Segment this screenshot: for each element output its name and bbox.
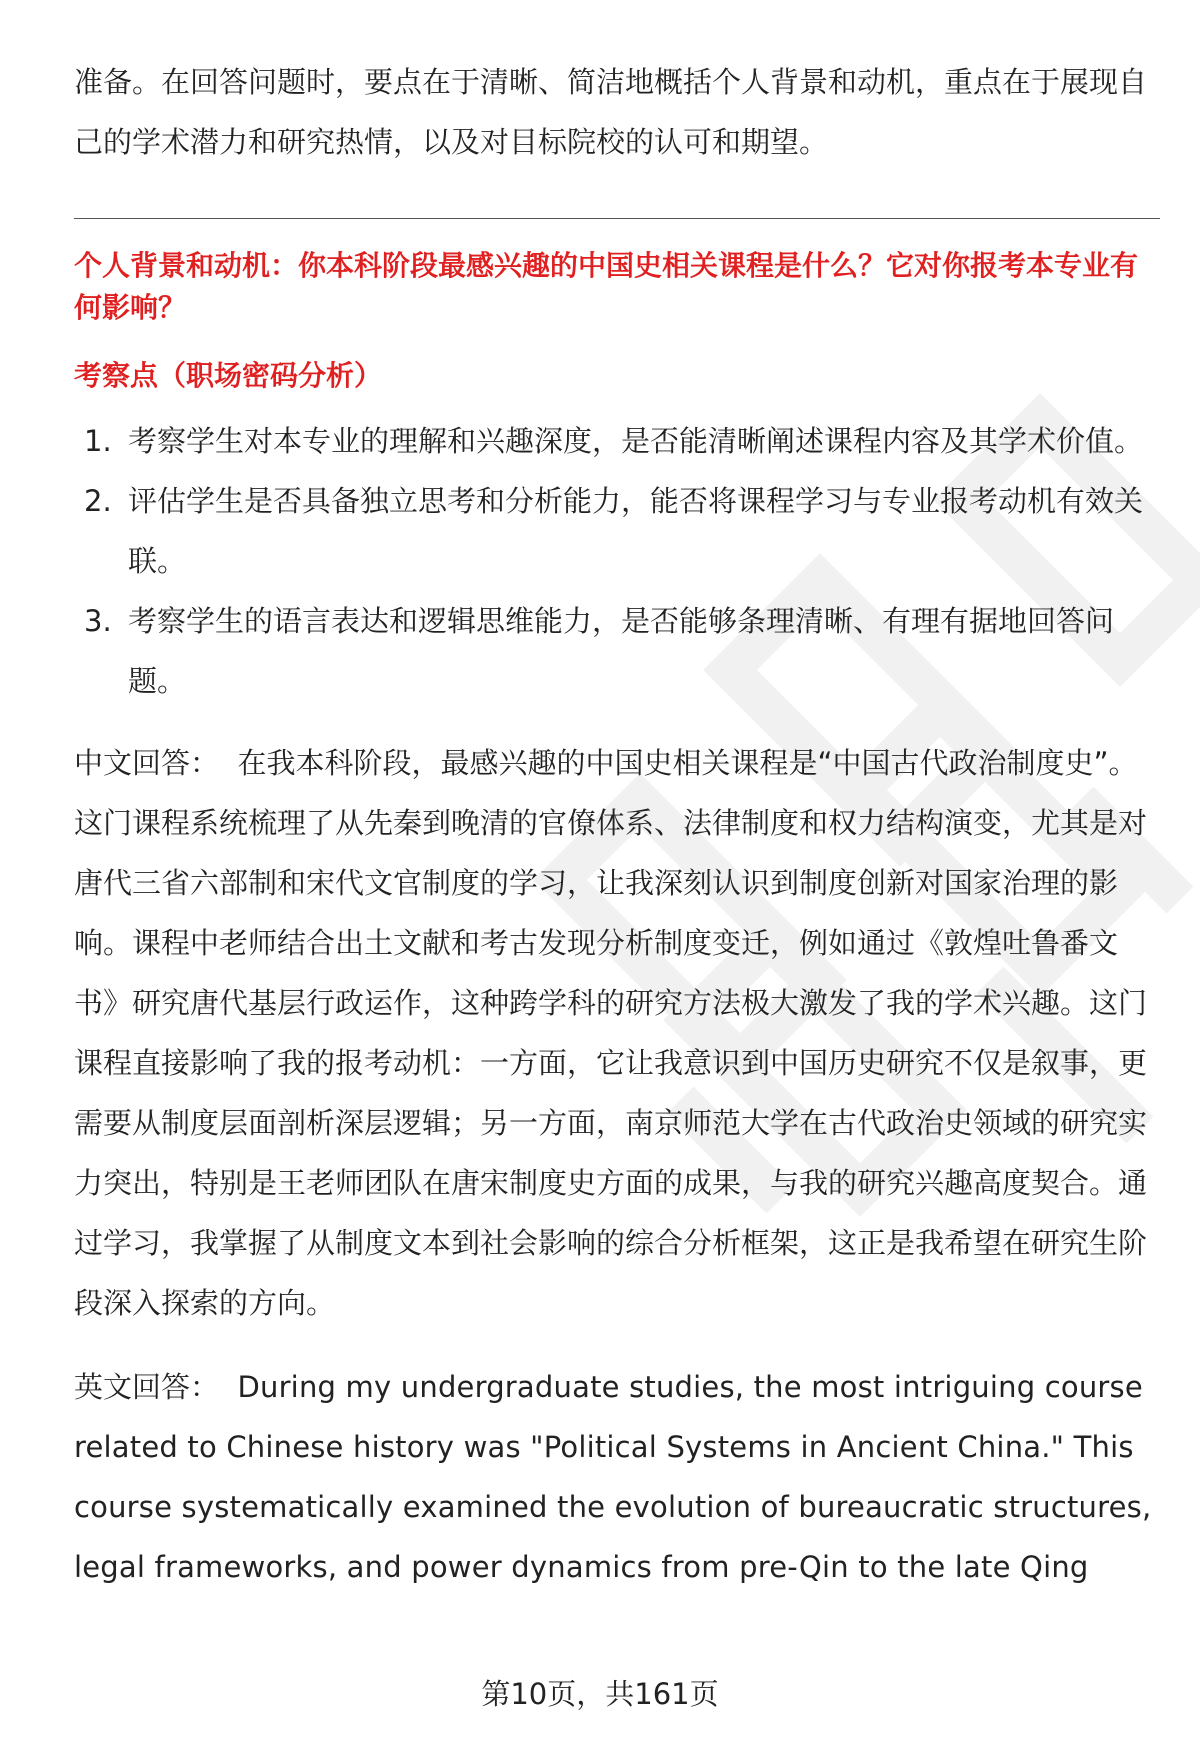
document-content	[74, 52, 1160, 1597]
list-item-text: 考察学生的语言表达和逻辑思维能力，是否能够条理清晰、有理有据地回答问题。	[128, 604, 1115, 698]
list-item-text: 考察学生对本专业的理解和兴趣深度，是否能清晰阐述课程内容及其学术价值。	[128, 424, 1144, 458]
chinese-answer-label: 中文回答：	[74, 746, 220, 780]
question-title: 个人背景和动机：你本科阶段最感兴趣的中国史相关课程是什么？它对你报考本专业有何影响？	[74, 249, 1139, 324]
chinese-answer	[74, 733, 1160, 1333]
chinese-answer-text: 在我本科阶段，最感兴趣的中国史相关课程是“中国古代政治制度史”。这门课程系统梳理了从先秦到晚清的官僚体系、法律制度和权力结构演变，尤其是对唐代三省六部制和宋代文官制度的学习，让我深刻认识到制度创新对国家治理的影响。课程中老师结合出土文献和考古发现分析制度变迁，例如通过《敦煌吐鲁番文书》研究唐代基层行政运作，这种跨学科的研究方法极大激发了我的学术兴趣。这门课程直接影响了我的报考动机：一方面，它让我意识到中国历史研究不仅是叙事，更需要从制度层面剖析深层逻辑；另一方面，南京师范大学在古代政治史领域的研究实力突出，特别是王老师团队在唐宋制度史方面的成果，与我的研究兴趣高度契合。通过学习，我掌握了从制度文本到社会影响的综合分析框架，这正是我希望在研究生阶段深入探索的方向。	[74, 746, 1148, 1320]
list-item-text: 评估学生是否具备独立思考和分析能力，能否将课程学习与专业报考动机有效关联。	[128, 484, 1144, 578]
list-item	[74, 591, 1160, 711]
list-item	[74, 411, 1160, 471]
assessment-points-list	[74, 411, 1160, 711]
english-answer	[74, 1357, 1160, 1597]
list-item-number: 1.	[84, 424, 112, 458]
english-answer-text: During my undergraduate studies, the most intriguing course related to Chinese history was "Political Systems in Ancient China." This course systematically examined the evolution of bureaucratic structures, legal frameworks, and power dynamics from pre-Qin to the late Qing	[74, 1370, 1152, 1584]
english-answer-label: 英文回答：	[74, 1370, 220, 1404]
list-item-number: 3.	[84, 604, 112, 638]
points-heading: 考察点（职场密码分析）	[74, 359, 383, 392]
page-number-footer: 第10页，共161页	[481, 1677, 719, 1711]
list-item-number: 2.	[84, 484, 112, 518]
section-divider	[74, 218, 1160, 219]
list-item	[74, 471, 1160, 591]
intro-paragraph: 准备。在回答问题时，要点在于清晰、简洁地概括个人背景和动机，重点在于展现自己的学术潜力和研究热情，以及对目标院校的认可和期望。	[74, 65, 1148, 159]
